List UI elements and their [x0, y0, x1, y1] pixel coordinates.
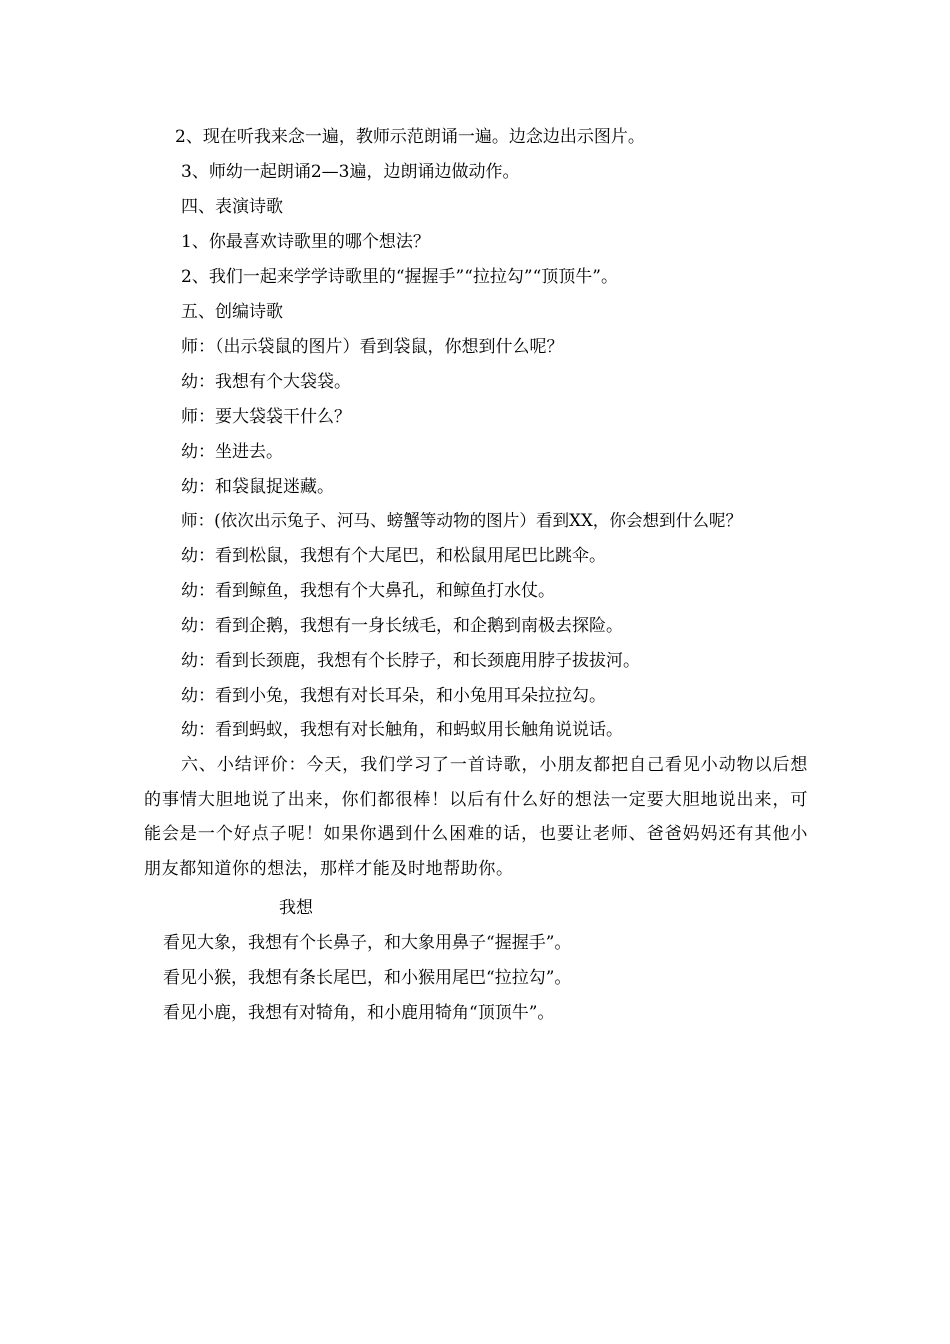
summary-paragraph: 六、小结评价：今天，我们学习了一首诗歌，小朋友都把自己看见小动物以后想的事情大胆地说了出来，你们都很棒！以后有什么好的想法一定要大胆地说出来，可能会是一个好点子呢！如果你遇到什么困难的话，也要让老师、爸爸妈妈还有其他小朋友都知道你的想法，那样才能及时地帮助你。 — [144, 755, 808, 880]
step-2-line: 2、现在听我来念一遍，教师示范朗诵一遍。边念边出示图片。 — [175, 127, 645, 147]
dialogue-line: 幼：我想有个大袋袋。 — [181, 372, 351, 392]
dialogue-line: 幼：坐进去。 — [181, 442, 283, 462]
poem-line: 看见小猴，我想有条长尾巴，和小猴用尾巴“拉拉勾”。 — [163, 968, 572, 988]
section-4-heading: 四、表演诗歌 — [181, 197, 283, 217]
dialogue-line: 师：（出示袋鼠的图片）看到袋鼠，你想到什么呢？ — [181, 337, 564, 357]
dialogue-line: 幼：看到蚂蚁，我想有对长触角，和蚂蚁用长触角说说话。 — [181, 720, 623, 740]
section-4-item-2: 2、我们一起来学学诗歌里的“握握手”“拉拉勾”“顶顶牛”。 — [181, 267, 618, 287]
section-5-heading: 五、创编诗歌 — [181, 302, 283, 322]
dialogue-line: 幼：看到长颈鹿，我想有个长脖子，和长颈鹿用脖子拔拔河。 — [181, 651, 640, 671]
dialogue-line: 师：(依次出示兔子、河马、螃蟹等动物的图片）看到XX，你会想到什么呢？ — [181, 511, 743, 530]
poem-line: 看见小鹿，我想有对犄角，和小鹿用犄角“顶顶牛”。 — [163, 1003, 555, 1023]
section-4-item-1: 1、你最喜欢诗歌里的哪个想法？ — [181, 232, 430, 252]
dialogue-line: 幼：看到鲸鱼，我想有个大鼻孔，和鲸鱼打水仗。 — [181, 581, 555, 601]
dialogue-line: 幼：和袋鼠捉迷藏。 — [181, 477, 334, 497]
step-3-line: 3、师幼一起朗诵2—3遍，边朗诵边做动作。 — [181, 162, 520, 182]
dialogue-line: 幼：看到企鹅，我想有一身长绒毛，和企鹅到南极去探险。 — [181, 616, 623, 636]
dialogue-line: 幼：看到松鼠，我想有个大尾巴，和松鼠用尾巴比跳伞。 — [181, 546, 606, 566]
poem-title: 我想 — [279, 898, 313, 918]
poem-line: 看见大象，我想有个长鼻子，和大象用鼻子“握握手”。 — [163, 933, 572, 953]
dialogue-line: 幼：看到小兔，我想有对长耳朵，和小兔用耳朵拉拉勾。 — [181, 686, 606, 706]
dialogue-line: 师：要大袋袋干什么？ — [181, 407, 351, 427]
